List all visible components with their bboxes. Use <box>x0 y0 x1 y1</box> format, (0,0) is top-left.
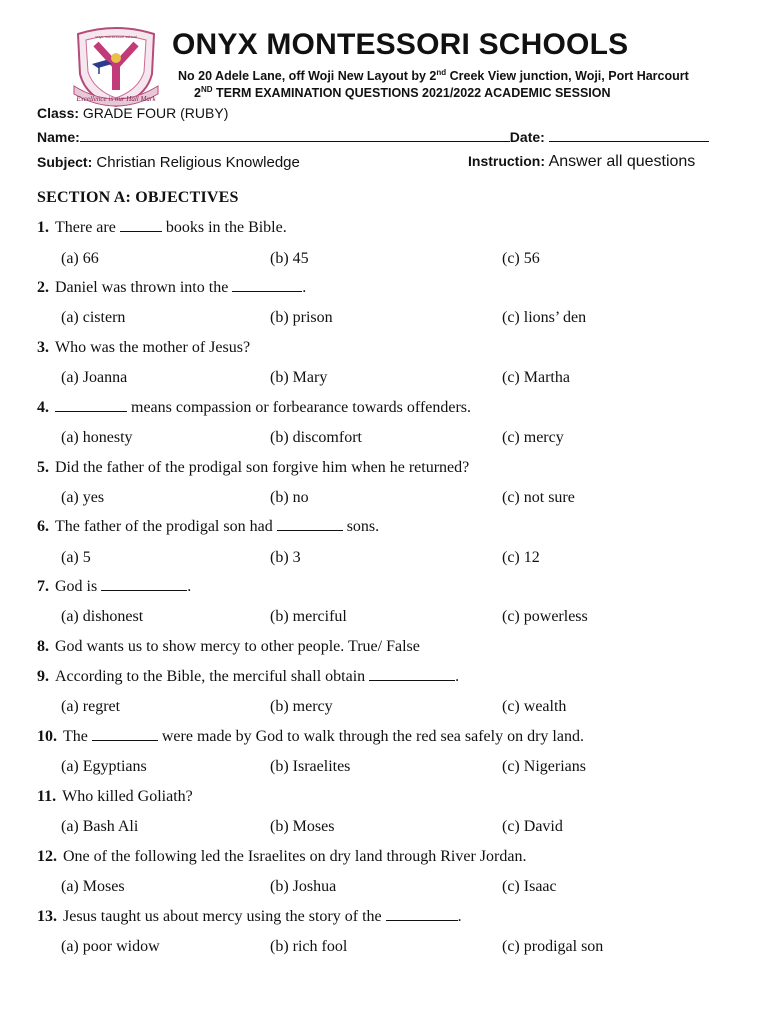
option-c: (c) lions’ den <box>502 309 587 326</box>
instruction-line: Instruction: Answer all questions <box>468 153 696 170</box>
option-c: (c) 56 <box>502 250 540 267</box>
option-c: (c) prodigal son <box>502 938 604 955</box>
question-11: 11. Who killed Goliath? <box>37 788 193 805</box>
option-a: (a) cistern <box>61 309 126 326</box>
option-b: (b) 45 <box>270 250 309 267</box>
option-b: (b) mercy <box>270 698 333 715</box>
question-5: 5. Did the father of the prodigal son forgive him when he returned? <box>37 459 470 476</box>
answer-blank[interactable] <box>92 728 158 741</box>
option-b: (b) rich fool <box>270 938 348 955</box>
class-line: Class: GRADE FOUR (RUBY) <box>37 105 229 121</box>
option-b: (b) discomfort <box>270 429 362 446</box>
option-a: (a) 5 <box>61 549 91 566</box>
option-c: (c) wealth <box>502 698 567 715</box>
option-b: (b) 3 <box>270 549 301 566</box>
answer-blank[interactable] <box>232 279 302 292</box>
exam-term-title: 2ND TERM EXAMINATION QUESTIONS 2021/2022 ACADEMIC SESSION <box>194 85 611 100</box>
school-crest-logo <box>66 24 166 108</box>
name-field[interactable] <box>80 130 510 142</box>
question-3: 3. Who was the mother of Jesus? <box>37 339 251 356</box>
subject-value: Christian Religious Knowledge <box>96 154 300 171</box>
instruction-value: Answer all questions <box>548 153 696 170</box>
name-date-line: Name: Date: <box>37 129 709 145</box>
question-10: 10. The were made by God to walk through the red sea safely on dry land. <box>37 728 584 745</box>
logo-motto: Excellence is our Hall Mark <box>76 95 156 103</box>
option-a: (a) honesty <box>61 429 133 446</box>
option-c: (c) powerless <box>502 608 588 625</box>
school-name: ONYX MONTESSORI SCHOOLS <box>172 28 629 61</box>
option-a: (a) Egyptians <box>61 758 147 775</box>
option-c: (c) Martha <box>502 369 570 386</box>
question-12: 12. One of the following led the Israelites on dry land through River Jordan. <box>37 848 527 865</box>
option-a: (a) 66 <box>61 250 99 267</box>
option-b: (b) no <box>270 489 309 506</box>
question-6: 6. The father of the prodigal son had sons. <box>37 518 380 535</box>
answer-blank[interactable] <box>101 578 187 591</box>
question-8: 8. God wants us to show mercy to other people. True/ False <box>37 638 420 655</box>
section-title: SECTION A: OBJECTIVES <box>37 189 239 206</box>
option-b: (b) Joshua <box>270 878 337 895</box>
option-a: (a) regret <box>61 698 121 715</box>
option-c: (c) not sure <box>502 489 575 506</box>
answer-blank[interactable] <box>120 219 162 232</box>
question-13: 13. Jesus taught us about mercy using the story of the . <box>37 908 462 925</box>
question-4: 4. means compassion or forbearance towards offenders. <box>37 399 472 416</box>
option-a: (a) yes <box>61 489 105 506</box>
date-field[interactable] <box>549 130 709 142</box>
logo-top-text: onyx montessori school <box>95 34 137 39</box>
answer-blank[interactable] <box>55 399 127 412</box>
answer-blank[interactable] <box>386 908 458 921</box>
option-a: (a) dishonest <box>61 608 144 625</box>
option-c: (c) Isaac <box>502 878 557 895</box>
option-b: (b) Moses <box>270 818 335 835</box>
option-b: (b) merciful <box>270 608 347 625</box>
option-c: (c) mercy <box>502 429 564 446</box>
question-9: 9. According to the Bible, the merciful shall obtain . <box>37 668 460 685</box>
option-a: (a) Bash Ali <box>61 818 139 835</box>
option-a: (a) Joanna <box>61 369 128 386</box>
exam-header <box>0 0 768 110</box>
option-b: (b) prison <box>270 309 333 326</box>
answer-blank[interactable] <box>369 668 455 681</box>
option-b: (b) Mary <box>270 369 328 386</box>
option-b: (b) Israelites <box>270 758 351 775</box>
question-1: 1. There are books in the Bible. <box>37 219 287 236</box>
option-a: (a) Moses <box>61 878 125 895</box>
class-value: GRADE FOUR (RUBY) <box>82 105 229 121</box>
question-7: 7. God is . <box>37 578 192 595</box>
option-c: (c) 12 <box>502 549 540 566</box>
option-c: (c) Nigerians <box>502 758 586 775</box>
option-a: (a) poor widow <box>61 938 160 955</box>
question-2: 2. Daniel was thrown into the . <box>37 279 307 296</box>
option-c: (c) David <box>502 818 563 835</box>
answer-blank[interactable] <box>277 518 343 531</box>
subject-line: Subject: Christian Religious Knowledge <box>37 154 300 171</box>
school-address: No 20 Adele Lane, off Woji New Layout by 2nd Creek View junction, Woji, Port Harcourt <box>178 68 689 83</box>
